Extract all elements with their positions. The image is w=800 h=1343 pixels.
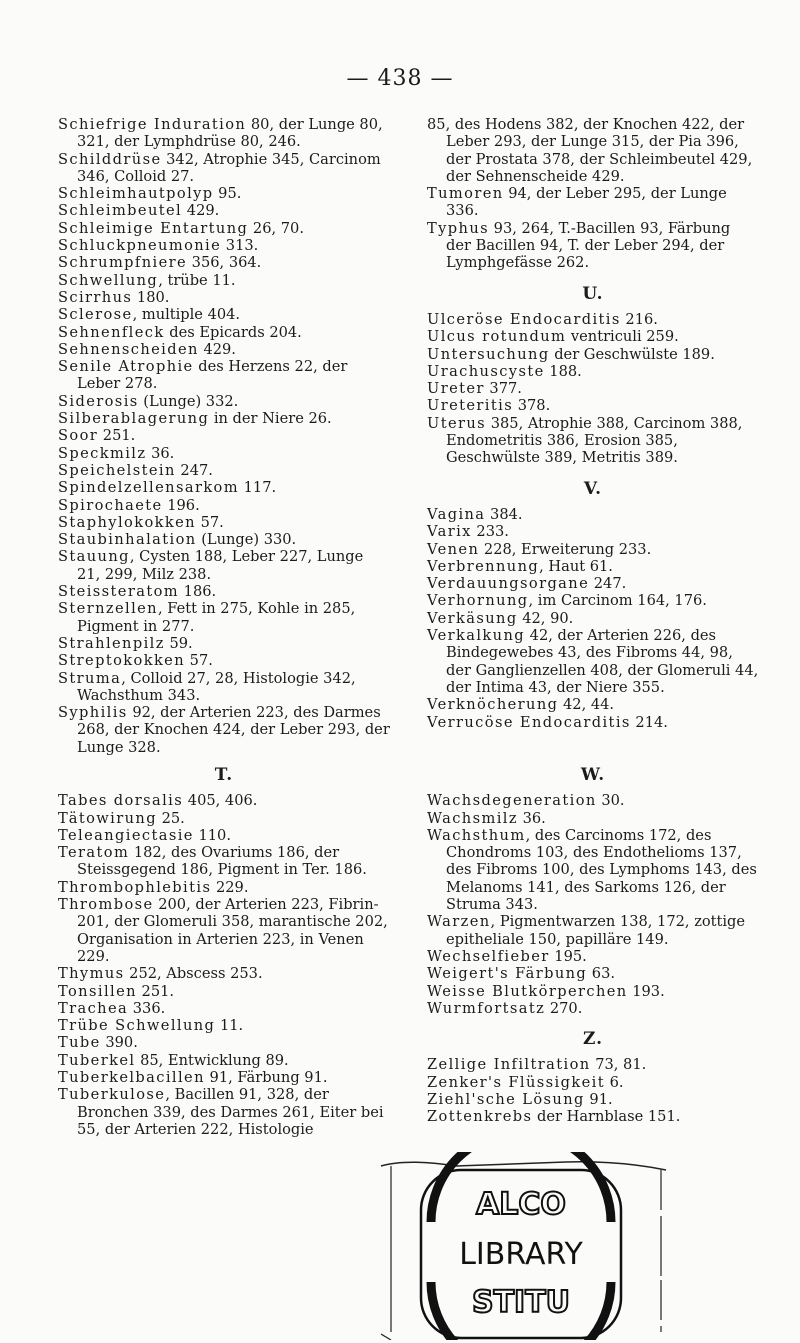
index-entry-term: Verkalkung [427, 627, 526, 645]
index-entry-term: Tonsillen [58, 982, 137, 1000]
index-entry-term: Thymus [58, 965, 125, 983]
index-entry-references: 195. [549, 947, 587, 965]
index-entry [58, 341, 390, 358]
index-entry-term: Soor [58, 427, 99, 445]
page-number: — 438 — [346, 66, 454, 91]
index-entry-term: Strahlenpilz [58, 634, 165, 652]
index-entry [58, 583, 390, 600]
index-column-left-top [58, 116, 390, 756]
index-entry-term: Syphilis [58, 704, 128, 722]
index-entry [58, 514, 390, 531]
index-entry-term: Steissteratom [58, 583, 180, 601]
index-entry [427, 792, 759, 809]
index-entry [58, 1086, 390, 1138]
index-entry [427, 1000, 759, 1017]
index-entry-term: Ureter [427, 380, 485, 398]
section-letter-u: U. [582, 283, 604, 304]
index-entry-references: 110. [193, 826, 231, 844]
index-entry [58, 410, 390, 427]
index-entry-term: Senile Atrophie [58, 358, 194, 376]
index-entry-references: 182, des Ovariums 186, der Steissgegend 186, Pigment in Ter. 186. [77, 844, 367, 879]
index-entry [58, 704, 390, 756]
index-entry-references: 390. [100, 1034, 138, 1052]
index-entry-references: 26, 70. [248, 219, 304, 237]
index-entry [427, 827, 759, 913]
index-entry-term: Teleangiectasie [58, 826, 194, 844]
index-entry-term: Warzen [427, 913, 491, 931]
index-entry-term: Verdauungsorgane [427, 575, 590, 593]
index-entry-references: 93, 264, T.-Bacillen 93, Färbung der Bacillen 94, T. der Leber 294, der Lymphgefässe 262. [446, 219, 731, 272]
index-entry-term: Zottenkrebs [427, 1108, 533, 1126]
index-entry-term: Staphylokokken [58, 513, 196, 531]
index-entry [58, 965, 390, 982]
index-entry-term: Varix [427, 523, 472, 541]
index-entry [58, 548, 390, 583]
index-entry [427, 415, 759, 467]
index-entry-references: 95. [213, 185, 242, 203]
index-entry-references: , des Carcinoms 172, des Chondroms 103, des Endothelioms 137, des Fibroms 100, des Lymphoms 143, des Melanoms 141, des Sarkoms 126, der Struma 343. [446, 826, 757, 914]
index-entry-references: 228, Erweiterung 233. [479, 540, 652, 558]
stamp-top-text: ALCO [476, 1187, 566, 1222]
index-entry-references: 270. [545, 999, 583, 1017]
index-entry-term: Schilddrüse [58, 150, 162, 168]
index-entry-references: der Harnblase 151. [532, 1108, 681, 1126]
index-entry-term: Vagina [427, 505, 486, 523]
index-entry-term: Verknöcherung [427, 696, 559, 714]
index-entry-references: 214. [630, 713, 668, 731]
section-letter-t: T. [214, 765, 234, 785]
index-entry-references: 429. [198, 340, 236, 358]
index-entry-references: 336. [128, 999, 166, 1017]
index-entry-references: 73, 81. [590, 1056, 647, 1074]
index-entry-references: 200, der Arterien 223, Fibrin- 201, der Glomeruli 358, marantische 202, Organisation in Arterien 223, in Venen 229. [77, 896, 388, 965]
index-entry-references: 378. [513, 397, 551, 415]
index-entry [427, 506, 759, 523]
index-entry-references: , trübe 11. [158, 271, 236, 289]
index-entry [58, 1000, 390, 1017]
index-entry-references: 180. [132, 288, 170, 306]
index-entry [427, 1091, 759, 1108]
index-entry-references: 186. [179, 583, 217, 601]
section-letter-v: V. [583, 478, 603, 499]
index-entry [58, 427, 390, 444]
index-column-left-bottom [58, 767, 390, 1138]
index-entry-references: 233. [471, 523, 509, 541]
index-entry-term: Schiefrige Induration [58, 116, 247, 133]
index-entry-term: Streptokokken [58, 652, 186, 670]
index-entry-term: Typhus [427, 219, 490, 237]
index-entry-references: 63. [587, 965, 616, 983]
index-entry [427, 948, 759, 965]
index-column-right-bottom [427, 767, 759, 1126]
index-entry-references: 188. [544, 362, 582, 380]
index-entry [58, 324, 390, 341]
index-entry [427, 185, 759, 220]
index-entry-references: 30. [596, 792, 625, 810]
index-entry-term: Tube [58, 1034, 101, 1052]
index-entry-references: 429. [182, 202, 220, 220]
library-stamp [361, 1152, 679, 1340]
index-entry [427, 1108, 759, 1125]
index-entry [58, 531, 390, 548]
index-entry [427, 714, 759, 731]
index-entry [58, 983, 390, 1000]
index-entry-references: 36. [146, 444, 175, 462]
index-entry-term: Urachuscyste [427, 362, 545, 380]
index-entry-references: 216. [620, 310, 658, 328]
index-entry [58, 896, 390, 965]
index-entry [58, 289, 390, 306]
index-entry-term: Wechselfieber [427, 947, 550, 965]
index-entry-references: 94, der Leber 295, der Lunge 336. [446, 185, 727, 220]
index-entry-term: Zellige Infiltration [427, 1056, 591, 1074]
index-entry-references: ventriculi 259. [566, 328, 679, 346]
index-entry [58, 202, 390, 219]
index-entry-term: Siderosis [58, 392, 139, 410]
index-entry-references: 385, Atrophie 388, Carcinom 388, Endometritis 386, Erosion 385, Geschwülste 389, Metritis 389. [446, 414, 743, 467]
index-entry-references: 193. [627, 982, 665, 1000]
index-entry-term: Ziehl'sche Lösung [427, 1091, 585, 1109]
index-entry-term: Sclerose [58, 306, 133, 324]
index-entry-references: 252, Abscess 253. [124, 965, 263, 983]
index-entry-term: Tätowirung [58, 809, 157, 827]
index-entry-term: Ulcus rotundum [427, 328, 567, 346]
index-entry-references: 91. [584, 1091, 613, 1109]
index-entry-term: Trübe Schwellung [58, 1017, 216, 1035]
index-entry-term: Struma [58, 669, 122, 687]
index-entry-references: 36. [517, 809, 546, 827]
index-entry-references: , Pigmentwarzen 138, 172, zottige epitheliale 150, papilläre 149. [446, 913, 746, 948]
index-entry-term: Staubinhalation [58, 531, 197, 549]
index-entry-references: 42, der Arterien 226, des Bindegewebes 43, des Fibroms 44, 98, der Ganglienzellen 408, der Glomeruli 44, der Intima 43, der Niere 355. [446, 627, 759, 696]
index-entry [427, 1056, 759, 1073]
index-entry [58, 652, 390, 669]
index-entry-references: , multiple 404. [132, 306, 241, 324]
index-column-right-top [427, 116, 759, 731]
index-entry [58, 1069, 390, 1086]
index-entry [58, 479, 390, 496]
index-entry [58, 792, 390, 809]
index-entry [58, 185, 390, 202]
index-entry-references: 25. [156, 809, 185, 827]
index-entry [58, 1052, 390, 1069]
index-entry-references: , Cysten 188, Leber 227, Lunge 21, 299, Milz 238. [77, 548, 364, 583]
index-entry-references: 342, Atrophie 345, Carcinom 346, Colloid 27. [77, 150, 381, 185]
index-entry-references: 356, 364. [187, 254, 262, 272]
index-entry [427, 116, 759, 185]
index-entry-term: Tuberkelbacillen [58, 1069, 205, 1087]
index-entry-references: 11. [215, 1017, 244, 1035]
index-entry [427, 328, 759, 345]
index-entry-references: , im Carcinom 164, 176. [528, 592, 707, 610]
index-entry-references: 313. [221, 237, 259, 255]
index-entry-term: Thrombose [58, 896, 154, 914]
section-letter-w: W. [580, 765, 606, 785]
index-entry-references: der Geschwülste 189. [549, 345, 715, 363]
index-entry [427, 575, 759, 592]
index-entry [427, 696, 759, 713]
index-entry-references: 251. [136, 982, 175, 1000]
index-entry [427, 592, 759, 609]
index-entry [427, 523, 759, 540]
index-entry [58, 879, 390, 896]
index-entry-references: 85, Entwicklung 89. [135, 1051, 289, 1069]
index-entry-term: Wachsmilz [427, 809, 518, 827]
index-entry-term: Schluckpneumonie [58, 237, 222, 255]
stamp-middle-text: LIBRARY [459, 1237, 583, 1272]
index-entry-term: Spindelzellensarkom [58, 479, 239, 497]
index-entry-references: 92, der Arterien 223, des Darmes 268, der Knochen 424, der Leber 293, der Lunge 328. [77, 704, 390, 756]
index-entry-term: Schleimbeutel [58, 202, 183, 220]
index-entry [427, 913, 759, 948]
index-entry [58, 393, 390, 410]
index-entry [58, 1017, 390, 1034]
index-entry [427, 220, 759, 272]
index-entry-term: Schleimige Entartung [58, 219, 249, 237]
index-entry-references: 247. [175, 461, 213, 479]
index-entry-references: 405, 406. [183, 792, 258, 810]
index-entry [58, 497, 390, 514]
index-entry [58, 670, 390, 705]
index-entry-term: Sternzellen [58, 600, 158, 618]
index-entry-references: 57. [195, 513, 224, 531]
index-entry [427, 558, 759, 575]
index-entry [427, 627, 759, 696]
index-entry [427, 541, 759, 558]
index-entry-term: Scirrhus [58, 288, 133, 306]
index-entry [427, 1074, 759, 1091]
index-entry [58, 254, 390, 271]
index-entry-term: Silberablagerung [58, 410, 210, 428]
index-entry [58, 462, 390, 479]
stamp-bottom-text: STITU [471, 1285, 571, 1320]
index-entry-references: 251. [98, 427, 136, 445]
index-entry [427, 311, 759, 328]
index-entry-references: 42, 90. [517, 609, 574, 627]
index-entry-term: Verrucöse Endocarditis [427, 713, 631, 731]
index-entry-term: Verbrennung [427, 557, 540, 575]
index-entry-references: 6. [604, 1073, 624, 1091]
index-entry-references: 80, der Lunge 80, 321, der Lymphdrüse 80, 246. [77, 116, 383, 151]
index-entry [427, 810, 759, 827]
index-entry-references: des Epicards 204. [164, 323, 302, 341]
index-entry [427, 983, 759, 1000]
index-entry-references: 247. [589, 575, 627, 593]
index-entry [58, 220, 390, 237]
index-entry-term: Speichelstein [58, 461, 176, 479]
index-entry-term: Tabes dorsalis [58, 792, 184, 810]
index-entry [58, 827, 390, 844]
index-entry-references: 117. [238, 479, 277, 497]
index-entry [58, 306, 390, 323]
index-entry-term: Verhornung [427, 592, 529, 610]
index-entry-term: Tuberkel [58, 1051, 136, 1069]
index-entry-references: 85, des Hodens 382, der Knochen 422, der Leber 293, der Lunge 315, der Pia 396, der Prostata 378, der Schleimbeutel 429, der Sehnenscheide 429. [427, 116, 753, 185]
index-entry-term: Uterus [427, 414, 487, 432]
index-entry-term: Schrumpfniere [58, 254, 188, 272]
index-entry-references: (Lunge) 330. [196, 531, 297, 549]
index-entry-term: Ureteritis [427, 397, 514, 415]
index-entry-references: 229. [211, 878, 249, 896]
index-entry [58, 272, 390, 289]
index-entry-references: , Fett in 275, Kohle in 285, Pigment in 277. [77, 600, 356, 635]
index-entry-term: Weigert's Färbung [427, 965, 588, 983]
index-entry-references: 42, 44. [558, 696, 615, 714]
index-entry-term: Stauung [58, 548, 130, 566]
index-entry-term: Sehnenscheiden [58, 340, 199, 358]
index-entry-term: Wachsthum [427, 826, 526, 844]
index-entry-term: Ulceröse Endocarditis [427, 310, 621, 328]
index-entry-term: Trachea [58, 999, 129, 1017]
index-entry-term: Schleimhautpolyp [58, 185, 214, 203]
index-entry-term: Verkäsung [427, 609, 518, 627]
index-entry-references: (Lunge) 332. [138, 392, 239, 410]
index-entry-term: Untersuchung [427, 345, 550, 363]
index-entry [427, 965, 759, 982]
index-entry-references: 377. [484, 380, 522, 398]
index-entry-term: Weisse Blutkörperchen [427, 982, 628, 1000]
index-entry-term: Tumoren [427, 185, 504, 203]
index-entry-references: des Herzens 22, der Leber 278. [77, 358, 348, 393]
index-entry [58, 844, 390, 879]
index-entry [427, 346, 759, 363]
index-entry-references: , Colloid 27, 28, Histologie 342, Wachsthum 343. [77, 669, 356, 704]
index-entry-term: Wachsdegeneration [427, 792, 597, 810]
index-entry-references: 57. [185, 652, 213, 670]
index-entry [58, 237, 390, 254]
index-entry [58, 810, 390, 827]
index-entry-term: Venen [427, 540, 480, 558]
index-entry-term: Tuberkulose [58, 1086, 166, 1104]
index-entry-term: Wurmfortsatz [427, 999, 546, 1017]
index-entry-term: Spirochaete [58, 496, 163, 514]
index-entry [58, 358, 390, 393]
index-entry [58, 151, 390, 186]
index-entry-references: , Haut 61. [539, 557, 613, 575]
index-entry-term: Zenker's Flüssigkeit [427, 1073, 605, 1091]
index-entry-references: 91, Färbung 91. [204, 1069, 328, 1087]
index-entry-references: 196. [162, 496, 200, 514]
section-letter-z: Z. [582, 1029, 604, 1050]
index-entry-references: in der Niere 26. [209, 410, 332, 428]
index-entry [58, 1034, 390, 1051]
index-entry [427, 610, 759, 627]
index-entry-term: Thrombophlebitis [58, 878, 212, 896]
index-entry [58, 445, 390, 462]
index-entry-references: 59. [164, 634, 193, 652]
index-entry-term: Schwellung [58, 271, 159, 289]
index-entry-term: Teratom [58, 844, 130, 862]
index-entry-references: 384. [485, 505, 523, 523]
index-entry-term: Sehnenfleck [58, 323, 165, 341]
index-entry [427, 380, 759, 397]
index-entry [58, 116, 390, 151]
index-entry [58, 635, 390, 652]
index-entry [427, 397, 759, 414]
index-entry-references: , Bacillen 91, 328, der Bronchen 339, des Darmes 261, Eiter bei 55, der Arterien 222, Histologie [77, 1086, 384, 1138]
index-entry [58, 600, 390, 635]
index-entry-term: Speckmilz [58, 444, 147, 462]
index-entry [427, 363, 759, 380]
